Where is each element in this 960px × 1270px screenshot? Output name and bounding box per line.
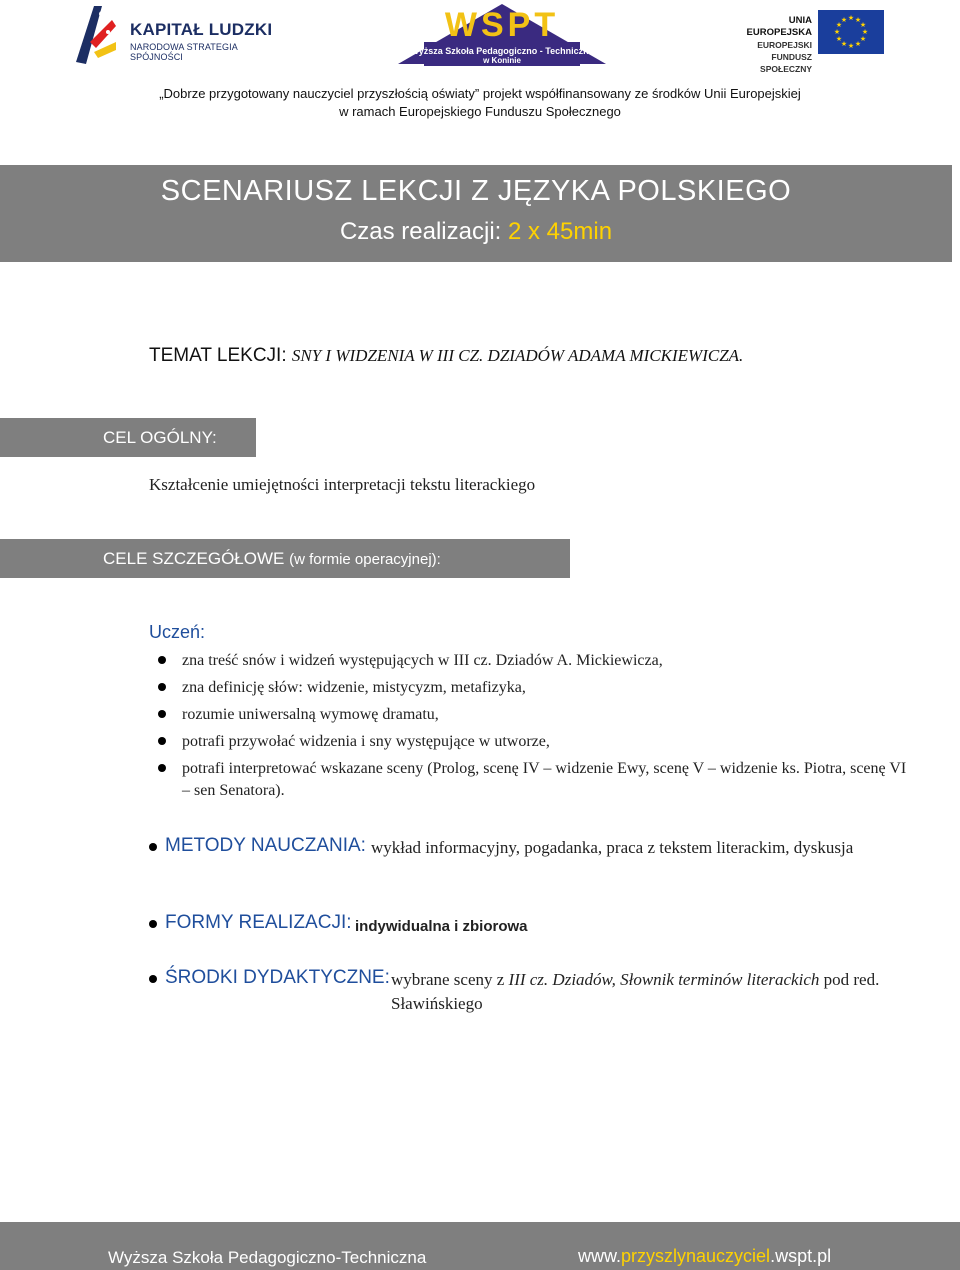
- svg-text:★: ★: [854, 16, 862, 24]
- duration: [0, 218, 952, 246]
- detailed-goals-heading-sub: (w formie operacyjnej):: [289, 551, 441, 568]
- methods-value: wykład informacyjny, pogadanka, praca z tekstem literackim, dyskusja: [371, 838, 854, 857]
- bullet-icon: [149, 920, 157, 928]
- objective-text: zna treść snów i widzeń występujących w III cz. Dziadów A. Mickiewicza,: [182, 652, 663, 669]
- wspt-logo: [388, 2, 616, 66]
- list-item: [158, 758, 918, 802]
- footer-url-prefix: www.: [578, 1246, 622, 1266]
- general-goal-heading: CEL OGÓLNY:: [0, 418, 256, 457]
- svg-text:★: ★: [847, 14, 855, 22]
- eu-text: [722, 15, 812, 75]
- methods-section: [149, 835, 889, 885]
- svg-text:★: ★: [840, 40, 848, 48]
- kapital-ludzki-subtitle: NARODOWA STRATEGIA SPÓJNOŚCI: [130, 42, 238, 62]
- resources-value: [391, 968, 891, 1016]
- svg-text:★: ★: [854, 40, 862, 48]
- objective-text: potrafi przywołać widzenia i sny występujące w utworze,: [182, 733, 550, 750]
- general-goal-text: Kształcenie umiejętności interpretacji tekstu literackiego: [149, 475, 536, 494]
- resources-label: ŚRODKI DYDAKTYCZNE:: [165, 967, 390, 988]
- bullet-icon: [158, 710, 166, 718]
- eu-logo: [722, 10, 888, 74]
- lesson-topic: [149, 345, 743, 367]
- duration-value: 2 x 45min: [507, 218, 613, 245]
- wspt-name: Wyższa Szkoła Pedagogiczno - Techniczna: [410, 46, 594, 56]
- objectives-list: [158, 650, 918, 807]
- wspt-city: w Koninie: [483, 56, 521, 65]
- list-item: [158, 650, 918, 672]
- page-title: SCENARIUSZ LEKCJI Z JĘZYKA POLSKIEGO: [160, 175, 792, 207]
- svg-text:★: ★: [847, 42, 855, 50]
- footer-website-link[interactable]: [578, 1246, 831, 1267]
- eu-line-3: FUNDUSZ SPOŁECZNY: [760, 52, 812, 74]
- resources-value-italic: III cz. Dziadów, Słownik terminów literackich: [508, 970, 820, 989]
- resources-value-suffix: pod red. Sławińskiego: [391, 970, 880, 1013]
- title-banner: [0, 165, 952, 262]
- svg-text:★: ★: [861, 28, 869, 36]
- svg-text:★: ★: [835, 35, 843, 43]
- project-tagline-line-2: w ramach Europejskiego Funduszu Społecznego: [339, 104, 621, 119]
- svg-text:★: ★: [859, 21, 867, 29]
- duration-label: Czas realizacji:: [339, 218, 508, 245]
- bullet-icon: [158, 683, 166, 691]
- forms-label: FORMY REALIZACJI:: [165, 912, 352, 933]
- svg-text:★: ★: [859, 35, 867, 43]
- svg-text:★: ★: [835, 21, 843, 29]
- objective-text: rozumie uniwersalną wymowę dramatu,: [182, 706, 439, 723]
- resources-value-prefix: wybrane sceny z: [391, 970, 509, 989]
- forms-value: indywidualna i zbiorowa: [355, 918, 528, 935]
- kapital-ludzki-logo: [72, 2, 292, 68]
- bullet-icon: [149, 975, 157, 983]
- kapital-ludzki-emblem-icon: [72, 2, 120, 68]
- kapital-ludzki-title: KAPITAŁ LUDZKI: [130, 20, 273, 39]
- detailed-goals-heading-main: CELE SZCZEGÓŁOWE: [103, 549, 290, 568]
- footer: [0, 1222, 960, 1270]
- eu-line-2: EUROPEJSKI: [757, 40, 812, 50]
- svg-text:★: ★: [840, 16, 848, 24]
- lesson-topic-value: SNY I WIDZENIA W III CZ. DZIADÓW ADAMA MICKIEWICZA.: [291, 346, 744, 365]
- methods-label: METODY NAUCZANIA:: [165, 835, 366, 856]
- objective-text: potrafi interpretować wskazane sceny (Prolog, scenę IV – widzenie Ewy, scenę V – widzenie ks. Piotra, scenę VI – sen Senatora).: [182, 760, 907, 799]
- student-label: Uczeń:: [149, 622, 206, 642]
- forms-section: [149, 912, 889, 938]
- lesson-topic-label: TEMAT LEKCJI:: [149, 345, 292, 366]
- detailed-goals-heading: [0, 539, 570, 578]
- eu-flag-icon: [818, 10, 884, 54]
- bullet-icon: [158, 656, 166, 664]
- svg-text:★: ★: [833, 28, 841, 36]
- objective-text: zna definicję słów: widzenie, mistycyzm, metafizyka,: [182, 679, 526, 696]
- bullet-icon: [149, 843, 157, 851]
- bullet-icon: [158, 764, 166, 772]
- list-item: [158, 704, 918, 726]
- eu-line-1: UNIA EUROPEJSKA: [746, 15, 812, 38]
- wspt-acronym: WSPT: [444, 6, 560, 44]
- project-tagline-line-1: „Dobrze przygotowany nauczyciel przyszłością oświaty” projekt współfinansowany ze środków Unii Europejskiej: [159, 86, 801, 101]
- list-item: [158, 731, 918, 753]
- list-item: [158, 677, 918, 699]
- bullet-icon: [158, 737, 166, 745]
- resources-section: [149, 967, 889, 1017]
- footer-url-highlight: przyszlynauczyciel: [621, 1246, 771, 1266]
- footer-url-suffix: .wspt.pl: [770, 1246, 832, 1266]
- footer-school-name: Wyższa Szkoła Pedagogiczno-Techniczna: [108, 1248, 427, 1267]
